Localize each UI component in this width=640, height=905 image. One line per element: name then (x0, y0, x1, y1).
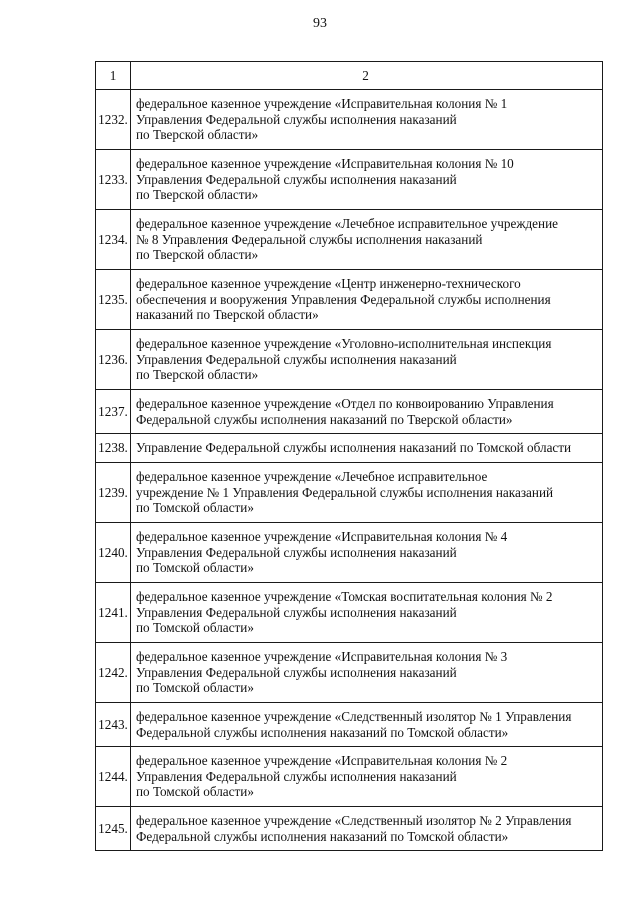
table-row (96, 434, 603, 463)
institution-name-line: федеральное казенное учреждение «Центр инженерно-технического (136, 276, 521, 292)
institution-name-line: Федеральной службы исполнения наказаний по Томской области» (136, 828, 509, 844)
table-row (96, 583, 603, 643)
row-number: 1242. (96, 643, 131, 703)
institution-name-line: Управления Федеральной службы исполнения наказаний (136, 604, 457, 620)
institution-name-line: Федеральной службы исполнения наказаний по Тверской области» (136, 411, 513, 427)
institution-name (131, 210, 603, 270)
institution-name-line: Управления Федеральной службы исполнения наказаний (136, 351, 457, 367)
institution-name-line: федеральное казенное учреждение «Исправительная колония № 4 (136, 529, 508, 545)
table-row (96, 703, 603, 747)
row-number: 1239. (96, 463, 131, 523)
institution-name (131, 390, 603, 434)
institution-name-line: по Томской области» (136, 680, 254, 696)
institution-name-line: федеральное казенное учреждение «Исправительная колония № 2 (136, 753, 508, 769)
institution-name (131, 747, 603, 807)
institution-name (131, 583, 603, 643)
header-column-2: 2 (131, 62, 603, 90)
institution-name-line: учреждение № 1 Управления Федеральной службы исполнения наказаний (136, 484, 554, 500)
row-number: 1241. (96, 583, 131, 643)
row-number: 1238. (96, 434, 131, 463)
page-number: 93 (313, 16, 327, 31)
institution-name-line: федеральное казенное учреждение «Уголовно-исполнительная инспекция (136, 336, 552, 352)
institution-name-line: федеральное казенное учреждение «Исправительная колония № 3 (136, 649, 508, 665)
institution-name-line: по Томской области» (136, 620, 254, 636)
institution-name-line: Федеральной службы исполнения наказаний по Томской области» (136, 724, 509, 740)
table-header-row (96, 62, 603, 90)
registry-table (95, 61, 603, 851)
institution-name (131, 807, 603, 851)
institution-name (131, 330, 603, 390)
institution-name-line: по Тверской области» (136, 247, 259, 263)
row-number: 1243. (96, 703, 131, 747)
institution-name-line: Управления Федеральной службы исполнения наказаний (136, 768, 457, 784)
table-row (96, 210, 603, 270)
institution-name-line: федеральное казенное учреждение «Следственный изолятор № 2 Управления (136, 812, 572, 828)
institution-name-line: по Тверской области» (136, 187, 259, 203)
institution-name-line: Управление Федеральной службы исполнения наказаний по Томской области (136, 440, 572, 456)
institution-name-line: по Томской области» (136, 784, 254, 800)
table-row (96, 150, 603, 210)
institution-name (131, 523, 603, 583)
table-row (96, 747, 603, 807)
table-row (96, 523, 603, 583)
table-row (96, 807, 603, 851)
institution-name (131, 463, 603, 523)
row-number: 1245. (96, 807, 131, 851)
institution-name (131, 643, 603, 703)
institution-name-line: Управления Федеральной службы исполнения наказаний (136, 544, 457, 560)
row-number: 1232. (96, 90, 131, 150)
row-number: 1235. (96, 270, 131, 330)
institution-name-line: федеральное казенное учреждение «Исправительная колония № 10 (136, 156, 514, 172)
table-row (96, 90, 603, 150)
institution-name-line: федеральное казенное учреждение «Следственный изолятор № 1 Управления (136, 708, 572, 724)
institution-name-line: по Тверской области» (136, 127, 259, 143)
institution-name (131, 90, 603, 150)
institution-name (131, 703, 603, 747)
institution-name-line: федеральное казенное учреждение «Лечебное исправительное учреждение (136, 216, 558, 232)
institution-name-line: наказаний по Тверской области» (136, 307, 319, 323)
institution-name-line: федеральное казенное учреждение «Исправительная колония № 1 (136, 96, 508, 112)
institution-name-line: Управления Федеральной службы исполнения наказаний (136, 664, 457, 680)
row-number: 1244. (96, 747, 131, 807)
table-row (96, 330, 603, 390)
institution-name-line: Управления Федеральной службы исполнения наказаний (136, 111, 457, 127)
institution-name-line: по Томской области» (136, 560, 254, 576)
row-number: 1234. (96, 210, 131, 270)
institution-name-line: по Тверской области» (136, 367, 259, 383)
table-row (96, 463, 603, 523)
institution-name-line: по Томской области» (136, 500, 254, 516)
row-number: 1237. (96, 390, 131, 434)
institution-name (131, 434, 603, 463)
institution-name-line: обеспечения и вооружения Управления Федеральной службы исполнения (136, 291, 551, 307)
institution-name-line: федеральное казенное учреждение «Лечебное исправительное (136, 469, 488, 485)
institution-name (131, 270, 603, 330)
row-number: 1240. (96, 523, 131, 583)
row-number: 1236. (96, 330, 131, 390)
institution-name (131, 150, 603, 210)
header-column-1: 1 (96, 62, 131, 90)
institution-name-line: федеральное казенное учреждение «Отдел по конвоированию Управления (136, 395, 554, 411)
table-row (96, 390, 603, 434)
table-row (96, 643, 603, 703)
row-number: 1233. (96, 150, 131, 210)
table-row (96, 270, 603, 330)
registry-table-body (96, 62, 603, 851)
institution-name-line: Управления Федеральной службы исполнения наказаний (136, 171, 457, 187)
institution-name-line: № 8 Управления Федеральной службы исполнения наказаний (136, 231, 483, 247)
institution-name-line: федеральное казенное учреждение «Томская воспитательная колония № 2 (136, 589, 553, 605)
